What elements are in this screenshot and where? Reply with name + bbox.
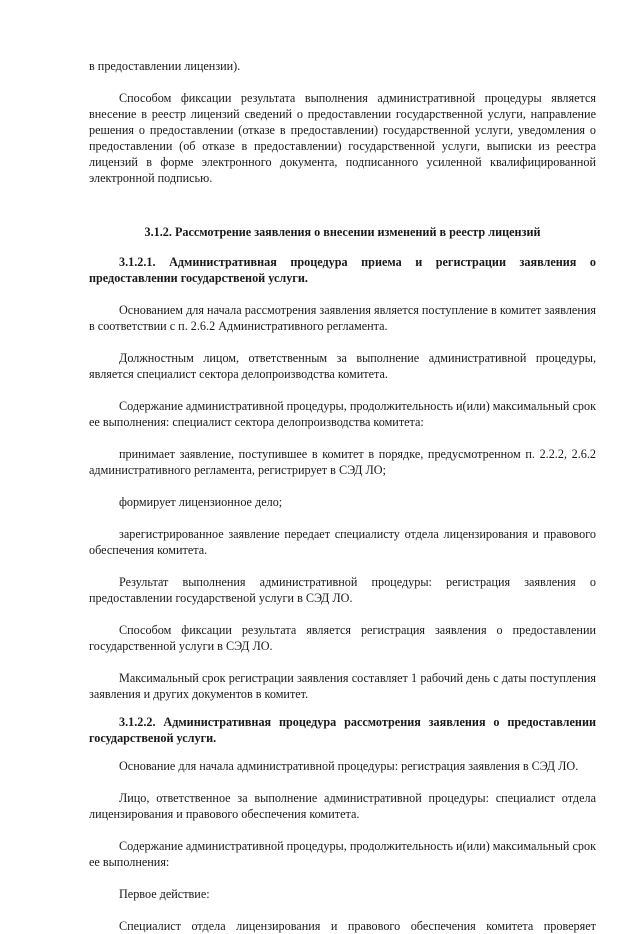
subsection-1-title: 3.1.2.1. Административная процедура приема и регистрации заявления о предоставлении государственой услуги. <box>89 255 596 285</box>
paragraph-specialist-checks: Специалист отдела лицензирования и правового обеспечения комитета проверяет <box>119 919 596 933</box>
paragraph-content-2: Содержание административной процедуры, продолжительность и(или) максимальный срок ее выполнения: <box>89 839 596 869</box>
paragraph-forms-file: формирует лицензионное дело; <box>119 495 283 509</box>
paragraph-accepts: принимает заявление, поступившее в комитет в порядке, предусмотренном п. 2.2.2, 2.6.2 административного регламента, регистрирует в СЭД ЛО; <box>89 447 596 477</box>
paragraph-transfers: зарегистрированное заявление передает специалисту отдела лицензирования и правового обеспечения комитета. <box>89 527 596 557</box>
paragraph-fixation-result: Способом фиксации результата выполнения административной процедуры является внесение в реестр лицензий сведений о предоставлении государственной услуги, направление решения о предоставлении (отказе в предоставлении) государственной услуги, уведомления о предоставлении (об отказе в предоставлении) государственной услуги, выписки из реестра лицензий в форме электронного документа, подписанного усиленной квалифицированной электронной подписью. <box>89 91 596 185</box>
paragraph-responsible-2: Лицо, ответственное за выполнение административной процедуры: специалист отдела лицензирования и правового обеспечения комитета. <box>89 791 596 821</box>
paragraph-fixation: Способом фиксации результата является регистрация заявления о предоставлении государственной услуги в СЭД ЛО. <box>89 623 596 653</box>
paragraph-max-term: Максимальный срок регистрации заявления составляет 1 рабочий день с даты поступления заявления и других документов в комитет. <box>89 671 596 701</box>
paragraph-first-action: Первое действие: <box>119 887 210 901</box>
section-title: 3.1.2. Рассмотрение заявления о внесении изменений в реестр лицензий <box>144 225 541 239</box>
paragraph-content: Содержание административной процедуры, продолжительность и(или) максимальный срок ее выполнения: специалист сектора делопроизводства комитета: <box>89 399 596 429</box>
paragraph-responsible: Должностным лицом, ответственным за выполнение административной процедуры, является специалист сектора делопроизводства комитета. <box>89 351 596 381</box>
paragraph-basis: Основанием для начала рассмотрения заявления является поступление в комитет заявления в соответствии с п. 2.6.2 Административного регламента. <box>89 303 596 333</box>
paragraph-basis-2: Основание для начала административной процедуры: регистрация заявления в СЭД ЛО. <box>119 759 579 773</box>
paragraph-continuation: в предоставлении лицензии). <box>89 59 241 73</box>
paragraph-result: Результат выполнения административной процедуры: регистрация заявления о предоставлении государственой услуги в СЭД ЛО. <box>89 575 596 605</box>
subsection-2-title: 3.1.2.2. Административная процедура рассмотрения заявления о предоставлении государственой услуги. <box>89 715 596 745</box>
